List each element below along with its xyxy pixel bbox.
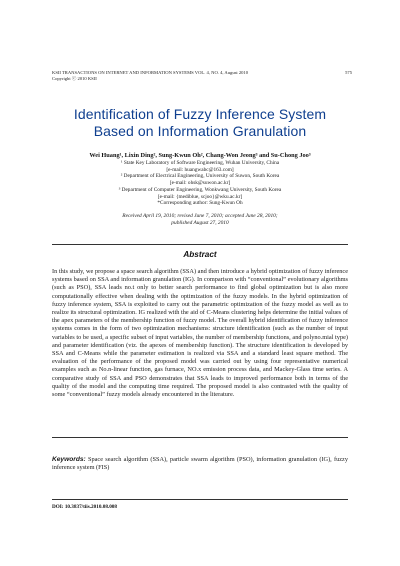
affiliation-line: ² Department of Electrical Engineering, University of Suwon, South Korea [120, 173, 280, 180]
abstract-top-rule [52, 244, 348, 245]
doi-link[interactable]: DOI: 10.3837/tiis.2010.08.008 [52, 504, 117, 510]
journal-header [52, 70, 352, 82]
keywords-label: Keywords: [52, 456, 86, 463]
affiliation-line: ¹ State Key Laboratory of Software Engineering, Wuhan University, China [120, 160, 280, 166]
paper-title [40, 106, 360, 140]
keywords-block [52, 456, 348, 472]
footer-rule [52, 499, 348, 500]
copyright-notice: Copyright ⓒ 2010 KSII [52, 76, 97, 81]
title-line-1: Identification of Fuzzy Inference System [73, 106, 327, 122]
page-number: 575 [345, 70, 352, 75]
title-line-2: Based on Information Granulation [93, 123, 307, 139]
corresponding-author: *Corresponding author: Sung-Kwun Oh [157, 200, 243, 207]
affiliation-email: [e-mail: {mediblue, scjoo}@wku.ac.kr] [157, 193, 243, 200]
affiliations [60, 160, 340, 207]
received-dates: Received April 19, 2010; revised June 7, 2010; accepted June 28, 2010; [122, 213, 278, 219]
abstract-text: In this study, we propose a space search algorithm (SSA) and then introduce a hybrid optimization of fuzzy inference systems based on SSA and information granulation (IG). In comparison with “conventional” evolutionary algorithms (such as PSO), SSA leads no.t only to better search performance to find global optimization but is also more computationally effective when dealing with the optimization of the fuzzy models. In the hybrid optimization of fuzzy inference system, SSA is exploited to carry out the parametric optimization of the fuzzy model as well as to realize its structural optimization. IG realized with the aid of C-Means clustering helps determine the initial values of the apex parameters of the membership function of fuzzy model. The overall hybrid identification of fuzzy inference systems comes in the form of two optimization mechanisms: structure identification (such as the number of input variables to be used, a specific subset of input variables, the number of membership functions, and polyno.mial type) and parameter identification (viz. the apexes of membership function). The structure identification is developed by SSA and C-Means while the parameter estimation is realized via SSA and a standard least square method. The evaluation of the performance of the proposed model was carried out by using four representative numerical examples such as No.n-linear function, gas furnace, NO.x emission process data, and Mackey-Glass time series. A comparative study of SSA and PSO demonstrates that SSA leads to improved performance both in terms of the quality of the model and the computing time required. The proposed model is also contrasted with the quality of some “conventional” fuzzy models already encountered in the literature. [52, 268, 348, 399]
affiliation-line: ³ Department of Computer Engineering, Wonkwang University, South Korea [118, 186, 282, 193]
keywords-text: Space search algorithm (SSA), particle swarm algorithm (PSO), information granulation (IG), fuzzy inference system (FIS) [52, 456, 348, 472]
author-list: Wei Huang¹, Lixin Ding², Sung-Kwun Oh², Chang-Won Jeong³ and Su-Chong Joo³ [89, 152, 311, 159]
publication-dates [60, 213, 340, 226]
keywords-rule [52, 437, 348, 438]
journal-name: KSII TRANSACTIONS ON INTERNET AND INFORMATION SYSTEMS VOL. 4, NO. 4, August 2010 [52, 70, 249, 75]
affiliation-email: [e-mail: ohsk@suwon.ac.kr] [169, 180, 231, 187]
affiliation-email: [e-mail: huangwabc@163.com] [166, 166, 234, 173]
published-date: published August 27, 2010 [171, 219, 229, 226]
abstract-heading: Abstract [183, 250, 217, 259]
